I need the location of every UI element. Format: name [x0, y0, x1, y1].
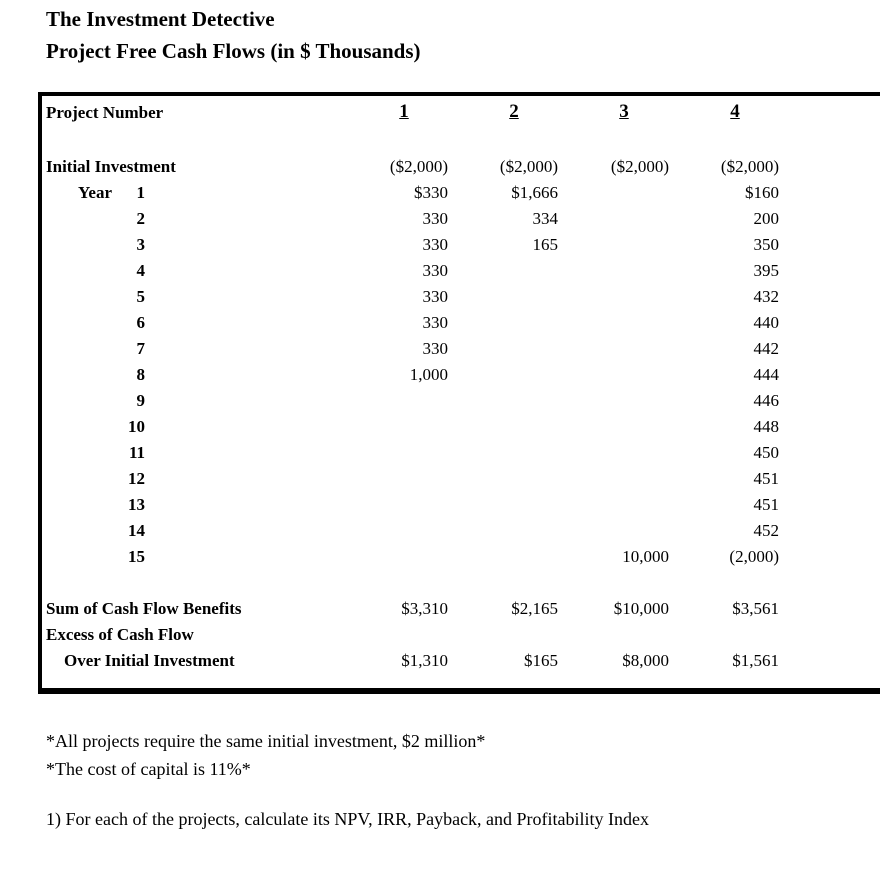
- project-header-3: 3: [619, 101, 629, 122]
- note-cost-of-capital: *The cost of capital is 11%*: [46, 759, 251, 779]
- initial-investment-value: ($2,000): [610, 157, 669, 176]
- cash-flow-value: 165: [532, 235, 558, 254]
- page-title: The Investment Detective: [46, 7, 275, 31]
- cash-flow-value: 450: [753, 443, 779, 462]
- cash-flow-value: 334: [532, 209, 558, 228]
- cash-flow-value: (2,000): [729, 547, 779, 566]
- cash-flow-value: 350: [753, 235, 779, 254]
- cash-flow-value: 10,000: [622, 547, 669, 566]
- cash-flow-value: 330: [422, 339, 448, 358]
- cash-flow-value: 330: [422, 313, 448, 332]
- cash-flow-value: $160: [745, 183, 779, 202]
- initial-investment-value: ($2,000): [499, 157, 558, 176]
- cash-flow-value: 330: [422, 261, 448, 280]
- excess-value: $165: [524, 651, 558, 670]
- cash-flow-value: 200: [753, 209, 779, 228]
- cash-flow-value: 448: [753, 417, 779, 436]
- cash-flow-value: 330: [422, 235, 448, 254]
- year-number: 14: [128, 521, 145, 540]
- page-subtitle: Project Free Cash Flows (in $ Thousands): [46, 39, 421, 63]
- initial-investment-value: ($2,000): [389, 157, 448, 176]
- year-number: 6: [136, 313, 145, 332]
- year-number: 7: [136, 339, 145, 358]
- year-number: 5: [136, 287, 145, 306]
- sum-value: $10,000: [613, 599, 669, 618]
- cash-flow-value: 330: [422, 287, 448, 306]
- project-header-1: 1: [399, 101, 409, 122]
- cash-flow-value: 452: [753, 521, 779, 540]
- year-number: 11: [128, 443, 145, 462]
- excess-value: $1,561: [732, 651, 779, 670]
- cash-flow-value: 432: [753, 287, 779, 306]
- cash-flow-value: 451: [753, 495, 779, 514]
- sum-value: $3,561: [732, 599, 779, 618]
- sum-label: Sum of Cash Flow Benefits: [46, 599, 242, 618]
- excess-label-2: Over Initial Investment: [64, 651, 235, 670]
- excess-label: Excess of Cash Flow: [46, 625, 194, 644]
- cash-flow-value: 444: [753, 365, 779, 384]
- cash-flow-value: 446: [753, 391, 779, 410]
- cash-flow-value: 440: [753, 313, 779, 332]
- excess-value: $8,000: [622, 651, 669, 670]
- year-number: 2: [136, 209, 145, 228]
- cash-flow-value: 451: [753, 469, 779, 488]
- cash-flow-value: $1,666: [511, 183, 558, 202]
- sum-value: $2,165: [511, 599, 558, 618]
- year-number: 8: [136, 365, 145, 384]
- cash-flow-value: $330: [414, 183, 448, 202]
- cash-flow-value: 1,000: [409, 365, 448, 384]
- year-number: 4: [136, 261, 145, 280]
- initial-investment-value: ($2,000): [720, 157, 779, 176]
- year-number: 10: [128, 417, 145, 436]
- year-number: 12: [128, 469, 145, 488]
- year-number: 9: [136, 391, 145, 410]
- excess-value: $1,310: [401, 651, 448, 670]
- year-number: 3: [136, 235, 145, 254]
- cash-flow-value: 395: [753, 261, 779, 280]
- year-label: Year: [78, 183, 112, 202]
- year-number: 15: [128, 547, 145, 566]
- project-header-4: 4: [730, 101, 740, 122]
- cash-flow-value: 330: [422, 209, 448, 228]
- year-number: 1: [136, 183, 145, 202]
- sum-value: $3,310: [401, 599, 448, 618]
- cash-flow-value: 442: [753, 339, 779, 358]
- year-number: 13: [128, 495, 145, 514]
- initial-investment-label: Initial Investment: [46, 157, 176, 176]
- question-text: 1) For each of the projects, calculate its NPV, IRR, Payback, and Profitability Index: [46, 809, 650, 829]
- project-header-2: 2: [509, 101, 519, 122]
- project-number-label: Project Number: [46, 103, 164, 122]
- note-initial-investment: *All projects require the same initial investment, $2 million*: [46, 731, 486, 751]
